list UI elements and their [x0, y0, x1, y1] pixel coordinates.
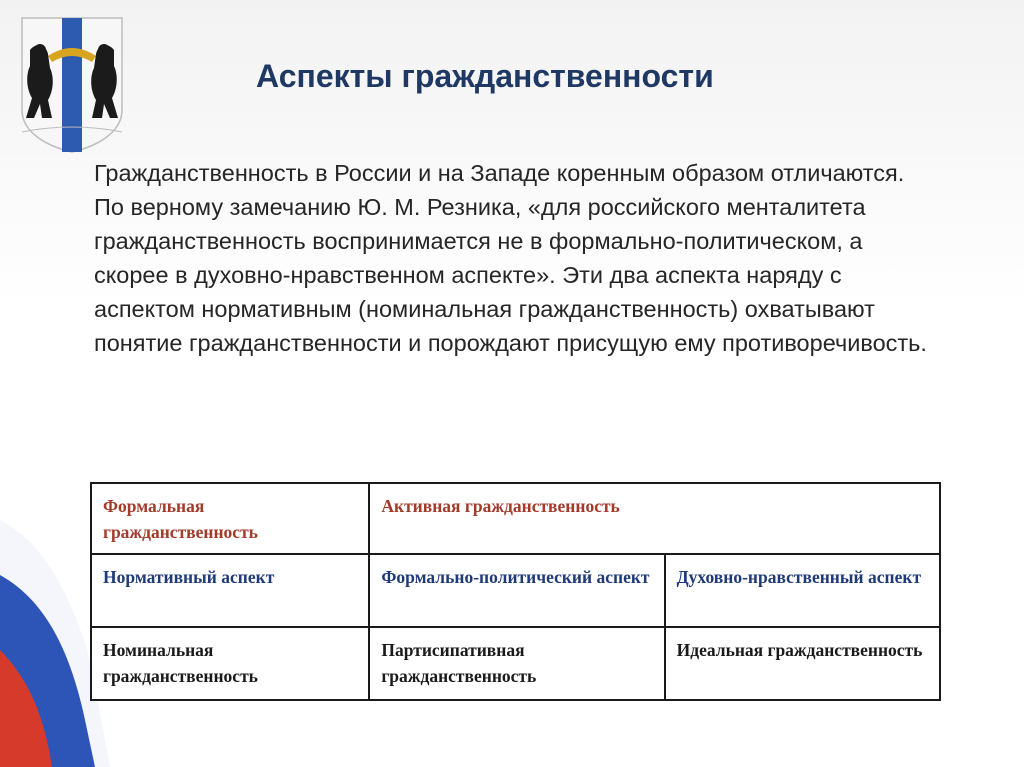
- cell-participative-citizenship: Партисипативная гражданственность: [369, 627, 664, 700]
- cell-ideal-citizenship: Идеальная гражданственность: [665, 627, 940, 700]
- cell-nominal-citizenship: Номинальная гражданственность: [91, 627, 369, 700]
- table-aspects-row: [91, 554, 940, 627]
- table-header-row: [91, 483, 940, 554]
- citizenship-aspects-table: [90, 482, 941, 701]
- cell-spiritual-moral-aspect: Духовно-нравственный аспект: [665, 554, 940, 627]
- cell-formal-political-aspect: Формально-политический аспект: [369, 554, 664, 627]
- cell-normative-aspect: Нормативный аспект: [91, 554, 369, 627]
- slide-title: Аспекты гражданственности: [256, 58, 714, 94]
- table-types-row: [91, 627, 940, 700]
- header-formal-citizenship: Формальная гражданственность: [91, 483, 369, 554]
- header-active-citizenship: Активная гражданственность: [369, 483, 940, 554]
- novosibirsk-coat-of-arms-icon: [18, 14, 126, 154]
- intro-paragraph: Гражданственность в России и на Западе коренным образом отличаются. По верному замечанию Ю. М. Резника, «для российского менталитета гражданственность воспринимается не в формально-политическом, а скорее в духовно-нравственном аспекте». Эти два аспекта наряду с аспектом нормативным (номинальная гражданственность) охватывают понятие гражданственности и порождают присущую ему противоречивость.: [94, 160, 927, 356]
